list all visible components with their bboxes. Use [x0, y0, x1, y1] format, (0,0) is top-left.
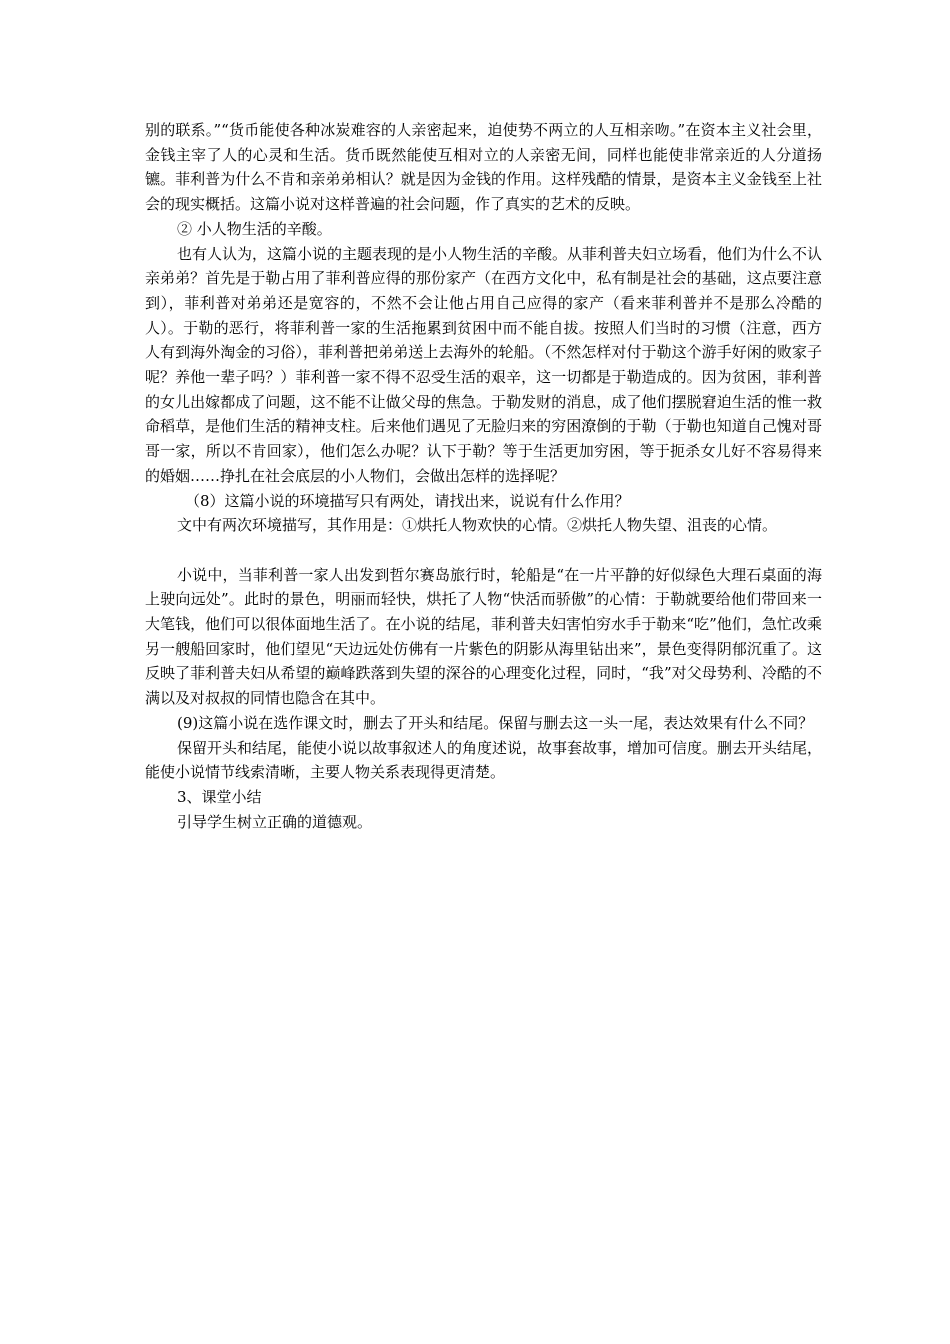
document-body — [145, 118, 822, 834]
question-9: (9)这篇小说在选作课文时，删去了开头和结尾。保留与删去这一头一尾，表达效果有什么不同？ — [177, 713, 814, 732]
section-heading-summary: 3、课堂小结 — [177, 787, 262, 806]
subheading-small-people: ② 小人物生活的辛酸。 — [177, 219, 332, 238]
answer-8: 文中有两次环境描写，其作用是：①烘托人物欢快的心情。②烘托人物失望、沮丧的心情。 — [177, 516, 778, 535]
paragraph-money-relations: 别的联系。”“货币能使各种冰炭难容的人亲密起来，迫使势不两立的人互相亲吻。”在资本主义社会里，金钱主宰了人的心灵和生活。货币既然能使互相对立的人亲密无间，同样也能使非常亲近的人分道扬镳。菲利普为什么不肯和亲弟弟相认？就是因为金钱的作用。这样残酷的情景，是资本主义金钱至上社会的现实概括。这篇小说对这样普遍的社会问题，作了真实的艺术的反映。 — [145, 121, 822, 214]
paragraph-spacer — [145, 538, 822, 563]
paragraph-environment-analysis: 小说中，当菲利普一家人出发到哲尔赛岛旅行时，轮船是“在一片平静的好似绿色大理石桌面的海上驶向远处”。此时的景色，明丽而轻快，烘托了人物“快活而骄傲”的心情：于勒就要给他们带回来一大笔钱，他们可以很体面地生活了。在小说的结尾，菲利普夫妇害怕穷水手于勒来“吃”他们，急忙改乘另一艘船回家时，他们望见“天边远处仿佛有一片紫色的阴影从海里钻出来”，景色变得阴郁沉重了。这反映了菲利普夫妇从希望的巅峰跌落到失望的深谷的心理变化过程，同时，“我”对父母势利、冷酷的不满以及对叔叔的同情也隐含在其中。 — [145, 565, 822, 708]
answer-9: 保留开头和结尾，能使小说以故事叙述人的角度述说，故事套故事，增加可信度。删去开头结尾，能使小说情节线索清晰，主要人物关系表现得更清楚。 — [145, 738, 823, 782]
paragraph-summary: 引导学生树立正确的道德观。 — [177, 812, 373, 831]
question-8: （8）这篇小说的环境描写只有两处，请找出来，说说有什么作用？ — [185, 491, 630, 510]
paragraph-small-people: 也有人认为，这篇小说的主题表现的是小人物生活的辛酸。从菲利普夫妇立场看，他们为什么不认亲弟弟？首先是于勒占用了菲利普应得的那份家产（在西方文化中，私有制是社会的基础，这点要注意到），菲利普对弟弟还是宽容的，不然不会让他占用自己应得的家产（看来菲利普并不是那么冷酷的人）。于勒的恶行，将菲利普一家的生活拖累到贫困中而不能自拔。按照人们当时的习惯（注意，西方人有到海外淘金的习俗），菲利普把弟弟送上去海外的轮船。（不然怎样对付于勒这个游手好闲的败家子呢？养他一辈子吗？）菲利普一家不得不忍受生活的艰辛，这一切都是于勒造成的。因为贫困，菲利普的女儿出嫁都成了问题，这不能不让做父母的焦急。于勒发财的消息，成了他们摆脱窘迫生活的惟一救命稻草，是他们生活的精神支柱。后来他们遇见了无脸归来的穷困潦倒的于勒（于勒也知道自己愧对哥哥一家，所以不肯回家），他们怎么办呢？认下于勒？等于生活更加穷困，等于扼杀女儿好不容易得来的婚姻……挣扎在社会底层的小人物们，会做出怎样的选择呢？ — [145, 244, 823, 485]
